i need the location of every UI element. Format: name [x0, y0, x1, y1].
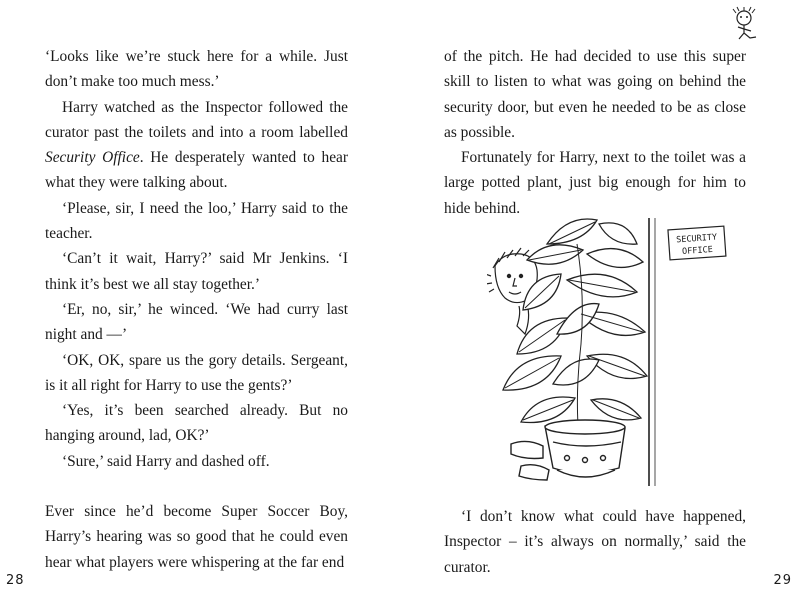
paragraph: ‘I don’t know what could have happened, Inspector – it’s always on normally,’ said the curator.: [444, 508, 746, 576]
paragraph: of the pitch. He had decided to use this super skill to listen to what was going on behind the security door, but even he needed to be as close as possible.: [444, 48, 746, 141]
right-page: [400, 0, 800, 595]
paragraph-text: . He desperately wanted to hear what they were talking about.: [45, 149, 348, 192]
paragraph: Ever since he’d become Super Soccer Boy, Harry’s hearing was so good that he could even hear what players were whispering at the far end: [45, 503, 348, 571]
page-number: 28: [6, 573, 25, 588]
paragraph: ‘Looks like we’re stuck here for a while. Just don’t make too much mess.’: [45, 48, 348, 91]
page-number: 29: [773, 573, 792, 588]
paragraph-text: Harry watched as the Inspector followed the curator past the toilets and into a room labelled: [45, 98, 348, 141]
paragraph: ‘Sure,’ said Harry and dashed off.: [62, 452, 270, 470]
sign-line-1: SECURITY: [675, 232, 718, 246]
paragraph: Fortunately for Harry, next to the toilet was a large potted plant, just big enough for him to hide behind.: [444, 149, 746, 217]
corner-doodle-icon: [730, 6, 760, 40]
sign-line-2: OFFICE: [681, 244, 714, 258]
paragraph: ‘Yes, it’s been searched already. But no hanging around, lad, OK?’: [45, 402, 348, 445]
left-text-column: [45, 44, 348, 575]
paragraph: ‘Can’t it wait, Harry?’ said Mr Jenkins. ‘I think it’s best we all stay together.’: [45, 250, 348, 293]
plant-illustration: [487, 214, 737, 492]
paragraph: ‘OK, OK, spare us the gory details. Sergeant, is it all right for Harry to use the gents?’: [45, 351, 348, 394]
paragraph: ‘Er, no, sir,’ he winced. ‘We had curry last night and —’: [45, 300, 348, 344]
paragraph: [45, 95, 348, 196]
room-label-italic: Security Office: [45, 149, 140, 167]
paragraph: ‘Please, sir, I need the loo,’ Harry said to the teacher.: [45, 199, 348, 243]
